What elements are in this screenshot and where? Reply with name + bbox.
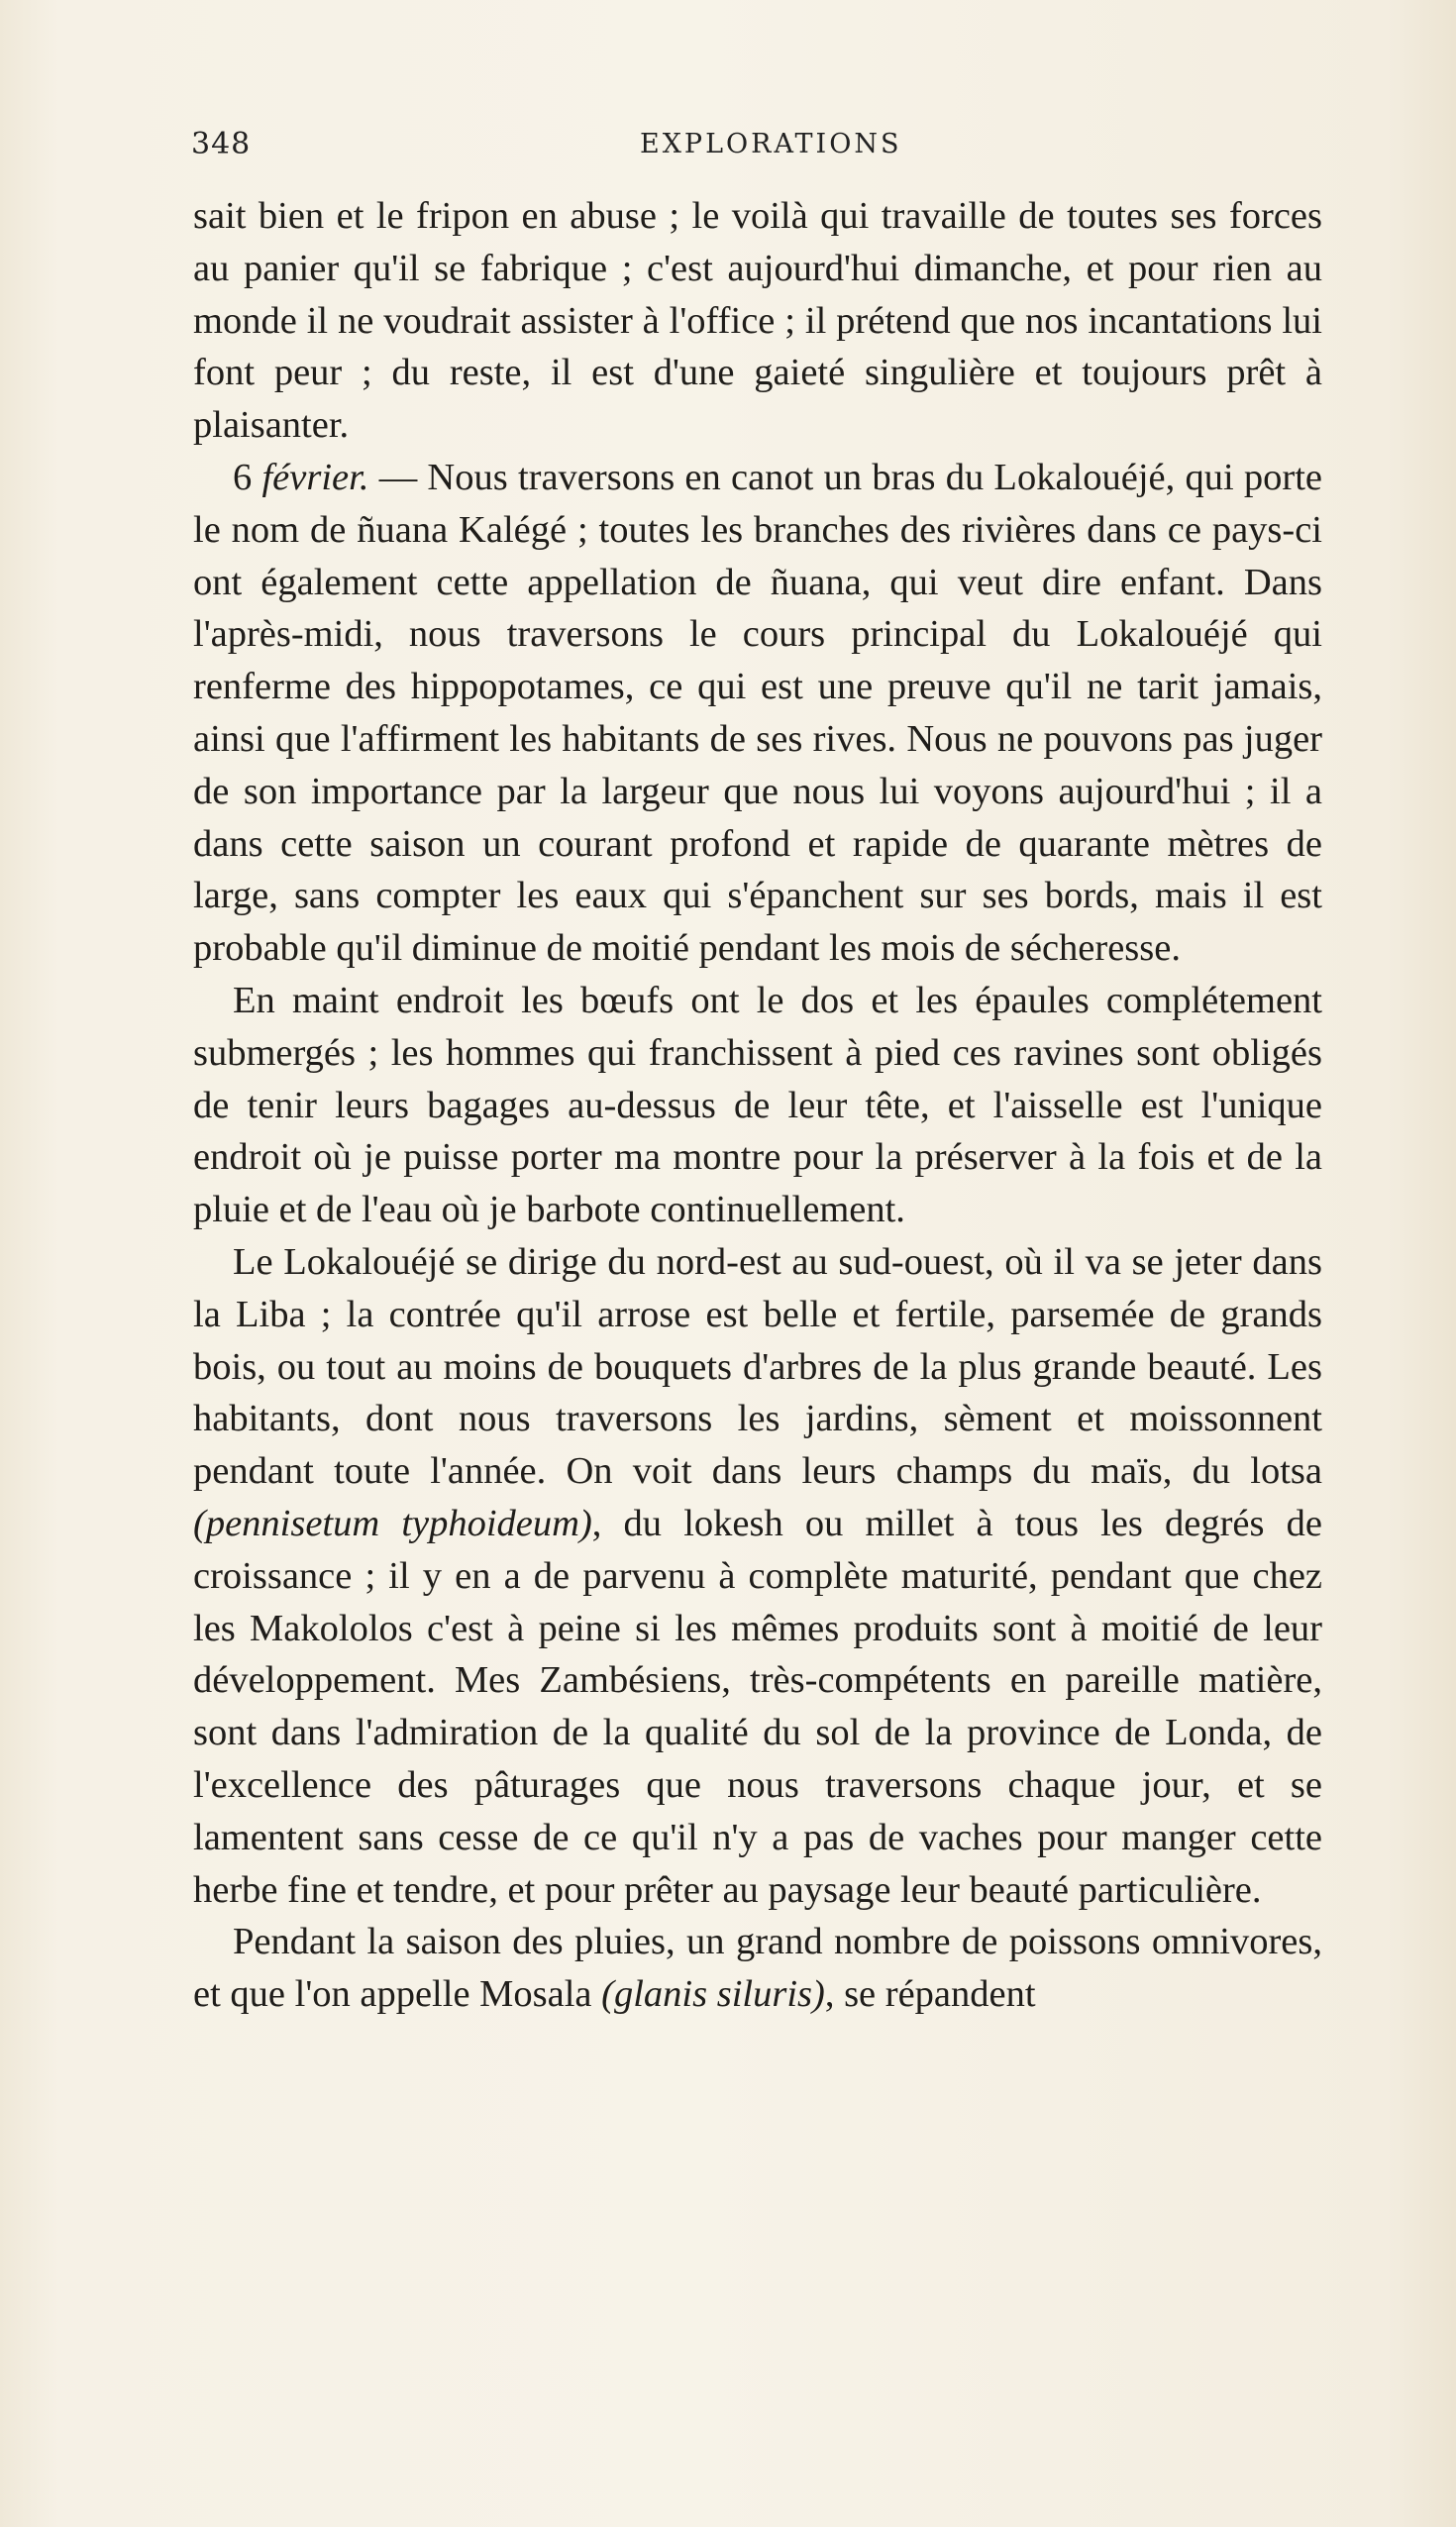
paragraph-1 bbox=[193, 190, 1322, 452]
paragraph-5-latin-name: (glanis siluris) bbox=[601, 1973, 825, 2016]
paragraph-3 bbox=[193, 975, 1322, 1236]
page-number: 348 bbox=[191, 127, 252, 161]
paragraph-1-text: sait bien et le fripon en abuse ; le voilà qui travaille de toutes ses forces au panier qu'il se fabrique ; c'est aujourd'hui dimanche, et pour rien au monde il ne voudrait assister à l'office ; il prétend que nos incantations lui font peur ; du reste, il est d'une gaieté singulière et toujours prêt à plaisanter. bbox=[193, 195, 1322, 447]
paragraph-4-text-b: , du lokesh ou millet à tous les degrés de croissance ; il y en a de parvenu à complète maturité, pendant que chez les Makololos c'est à peine si les mêmes produits sont à moitié de leur développement. Mes Zambésiens, très-compétents en pareille matière, sont dans l'admiration de la qualité du sol de la province de Londa, de l'excellence des pâturages que nous traversons chaque jour, et se lamentent sans cesse de ce qu'il n'y a pas de vaches pour manger cette herbe fine et tendre, et pour prêter au paysage leur beauté particulière. bbox=[193, 1502, 1322, 1911]
paragraph-5 bbox=[193, 1916, 1322, 2021]
body-text bbox=[193, 190, 1322, 2021]
paragraph-4-text-a: Le Lokalouéjé se dirige du nord-est au sud-ouest, où il va se jeter dans la Liba ; la contrée qu'il arrose est belle et fertile, parsemée de grands bois, ou tout au moins de bouquets d'arbres de la plus grande beauté. Les habitants, dont nous traversons les jardins, sèment et moissonnent pendant toute l'année. On voit dans leurs champs du maïs, du lotsa bbox=[193, 1240, 1322, 1493]
paragraph-4 bbox=[193, 1236, 1322, 1916]
paragraph-5-text-b: , se répandent bbox=[824, 1973, 1036, 2016]
page-header bbox=[191, 127, 1322, 176]
paragraph-3-text: En maint endroit les bœufs ont le dos et les épaules complétement submergés ; les hommes qui franchissent à pied ces ravines sont obligés de tenir leurs bagages au-dessus de leur tête, et l'aisselle est l'unique endroit où je puisse porter ma montre pour la préserver à la fois et de la pluie et de l'eau où je barbote continuellement. bbox=[193, 979, 1322, 1231]
paragraph-2-date: 6 bbox=[233, 456, 262, 498]
paragraph-2 bbox=[193, 452, 1322, 975]
paragraph-4-latin-name: (pennisetum typhoideum) bbox=[193, 1502, 592, 1544]
paragraph-5-text-a: Pendant la saison des pluies, un grand nombre de poissons omnivores, et que l'on appelle Mosala bbox=[193, 1921, 1322, 2016]
paragraph-2-text: — Nous traversons en canot un bras du Lokalouéjé, qui porte le nom de ñuana Kalégé ; toutes les branches des rivières dans ce pays-ci ont également cette appellation de ñuana, qui veut dire enfant. Dans l'après-midi, nous traversons le cours principal du Lokalouéjé qui renferme des hippopotames, ce qui est une preuve qu'il ne tarit jamais, ainsi que l'affirment les habitants de ses rives. Nous ne pouvons pas juger de son importance par la largeur que nous lui voyons aujourd'hui ; il a dans cette saison un courant profond et rapide de quarante mètres de large, sans compter les eaux qui s'épanchent sur ses bords, mais il est probable qu'il diminue de moitié pendant les mois de sécheresse. bbox=[193, 456, 1322, 970]
paragraph-2-date-italic: février. bbox=[261, 456, 369, 498]
running-title: EXPLORATIONS bbox=[640, 129, 902, 159]
